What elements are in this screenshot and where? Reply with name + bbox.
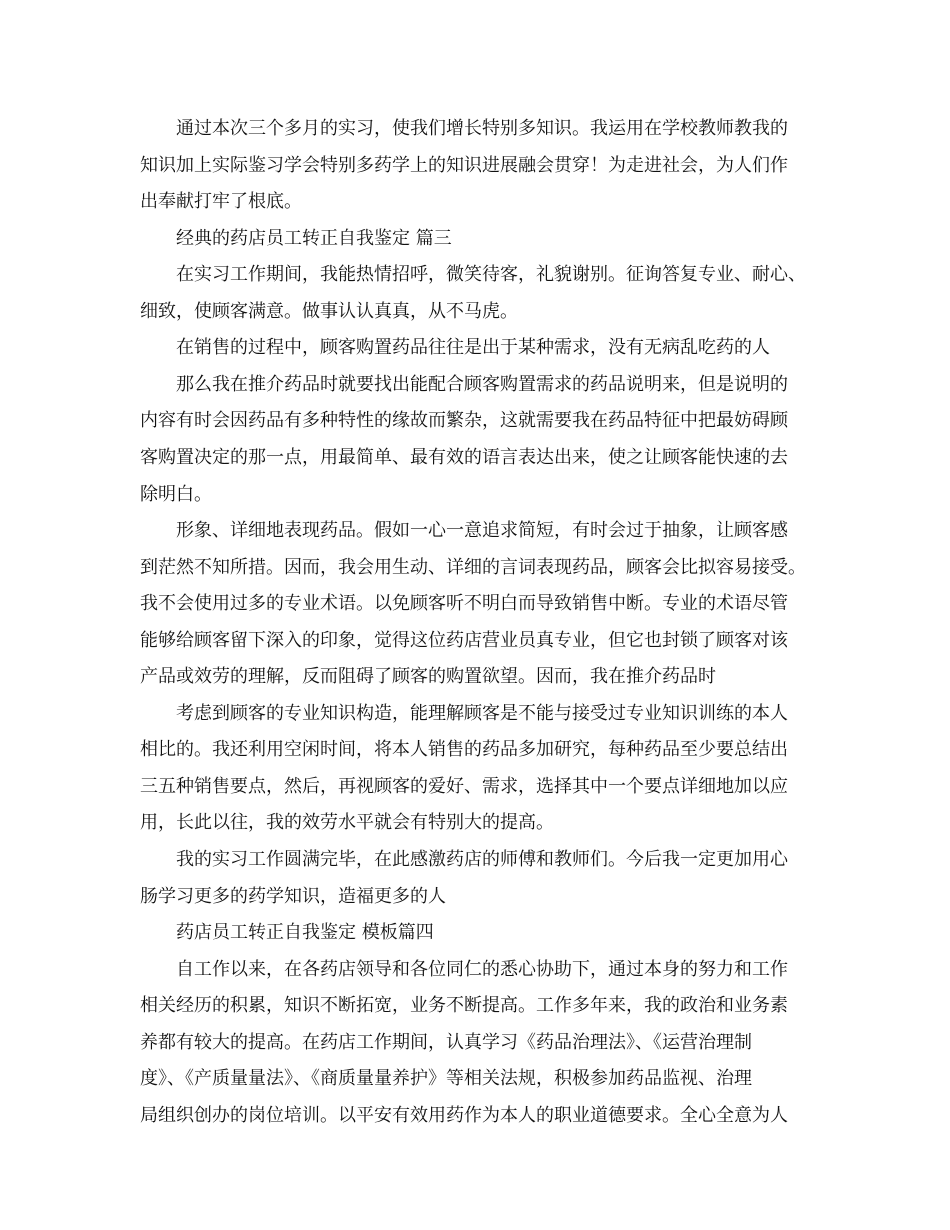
text-line: 经典的药店员工转正自我鉴定 篇三 xyxy=(176,228,452,249)
text-line: 养都有较大的提高。在药店工作期间，认真学习《药品治理法》、《运营治理制 xyxy=(140,1032,752,1053)
text-line: 我的实习工作圆满完毕，在此感激药店的师傅和教师们。今后我一定更加用心 xyxy=(176,849,788,870)
text-line: 内容有时会因药品有多种特性的缘故而繁杂，这就需要我在药品特征中把最妨碍顾 xyxy=(140,410,788,431)
text-line: 用，长此以往，我的效劳水平就会有特别大的提高。 xyxy=(140,812,554,833)
text-line: 相关经历的积累，知识不断拓宽，业务不断提高。工作多年来，我的政治和业务素 xyxy=(140,995,788,1016)
text-line: 到茫然不知所措。因而，我会用生动、详细的言词表现药品，顾客会比拟容易接受。 xyxy=(140,557,806,578)
text-line: 除明白。 xyxy=(140,484,212,505)
text-line: 客购置决定的那一点，用最简单、最有效的语言表达出来，使之让顾客能快速的去 xyxy=(140,447,788,468)
text-line: 度》、《产质量量法》、《商质量量养护》等相关法规，积极参加药品监视、治理 xyxy=(140,1068,752,1089)
text-line: 我不会使用过多的专业术语。以免顾客听不明白而导致销售中断。专业的术语尽管 xyxy=(140,593,788,614)
text-line: 局组织创办的岗位培训。以平安有效用药作为本人的职业道德要求。全心全意为人 xyxy=(140,1105,788,1126)
text-line: 能够给顾客留下深入的印象，觉得这位药店营业员真专业，但它也封锁了顾客对该 xyxy=(140,630,788,651)
text-line: 考虑到顾客的专业知识构造，能理解顾客是不能与接受过专业知识训练的本人 xyxy=(176,703,788,724)
text-line: 通过本次三个多月的实习，使我们增长特别多知识。我运用在学校教师教我的 xyxy=(176,118,788,139)
text-line: 出奉献打牢了根底。 xyxy=(140,191,302,212)
text-line: 那么我在推介药品时就要找出能配合顾客购置需求的药品说明来，但是说明的 xyxy=(176,374,788,395)
text-line: 在销售的过程中，顾客购置药品往往是出于某种需求，没有无病乱吃药的人 xyxy=(176,337,770,358)
text-line: 药店员工转正自我鉴定 模板篇四 xyxy=(176,922,434,943)
text-line: 形象、详细地表现药品。假如一心一意追求简短，有时会过于抽象，让顾客感 xyxy=(176,520,788,541)
text-line: 肠学习更多的药学知识，造福更多的人 xyxy=(140,886,446,907)
text-line: 在实习工作期间，我能热情招呼，微笑待客，礼貌谢别。征询答复专业、耐心、 xyxy=(176,264,806,285)
text-line: 相比的。我还利用空闲时间，将本人销售的药品多加研究，每种药品至少要总结出 xyxy=(140,739,788,760)
text-line: 三五种销售要点，然后，再视顾客的爱好、需求，选择其中一个要点详细地加以应 xyxy=(140,776,788,797)
text-line: 自工作以来，在各药店领导和各位同仁的悉心协助下，通过本身的努力和工作 xyxy=(176,959,788,980)
text-line: 知识加上实际鉴习学会特别多药学上的知识进展融会贯穿！为走进社会，为人们作 xyxy=(140,155,788,176)
text-line: 产品或效劳的理解，反而阻碍了顾客的购置欲望。因而，我在推介药品时 xyxy=(140,666,716,687)
text-line: 细致，使顾客满意。做事认认真真，从不马虎。 xyxy=(140,301,518,322)
